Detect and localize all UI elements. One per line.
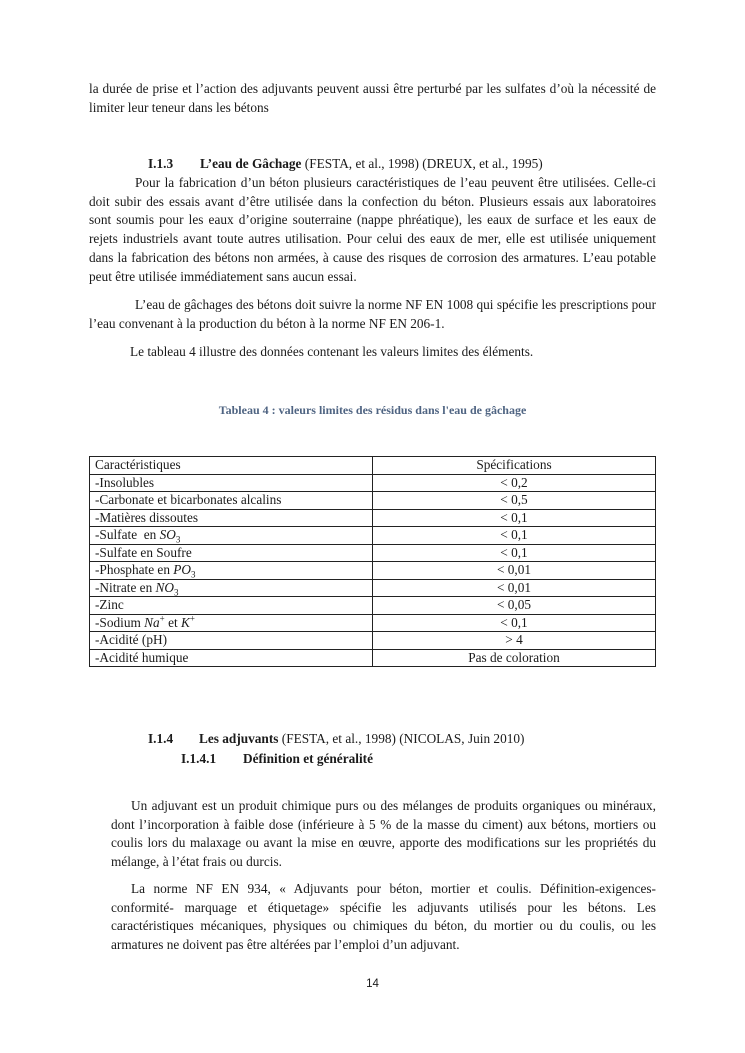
table-cell-label [90, 579, 373, 597]
table-row [90, 544, 656, 562]
subsection-heading-i-1-4-1 [181, 750, 373, 769]
formula-superscript: + [159, 613, 165, 624]
table-cell-value: < 0,1 [373, 614, 656, 632]
table-cell-label [90, 527, 373, 545]
formula-subscript: 3 [175, 534, 181, 545]
section-references: (FESTA, et al., 1998) (NICOLAS, Juin 2010) [278, 731, 525, 746]
paragraph-norm-nf-en-934: La norme NF EN 934, « Adjuvants pour béton, mortier et coulis. Définition-exigences-conformité- marquage et étiquetage» spécifie les adjuvants utilisés pour les bétons. Les caractéristiques mécaniques, physiques ou chimiques du béton, du mortier ou du coulis, ou les armatures ne doivent pas être altérées par l’emploi d’un adjuvant. [111, 881, 656, 953]
section-title: L’eau de Gâchage [200, 156, 302, 171]
table-cell-value: < 0,01 [373, 562, 656, 580]
table-cell-label [90, 614, 373, 632]
row-label-text: -Sulfate en [95, 527, 160, 542]
chemical-formula-potassium: K [181, 614, 190, 630]
table-cell-value: < 0,1 [373, 544, 656, 562]
table-cell-label [90, 562, 373, 580]
table-cell-value: < 0,2 [373, 474, 656, 492]
table-cell-value: < 0,05 [373, 597, 656, 615]
section-heading-i-1-3 [148, 155, 543, 174]
table-header-row [90, 457, 656, 475]
row-label-text: -Sodium [95, 614, 145, 630]
table-cell-label: -Acidité humique [90, 649, 373, 667]
chemical-formula: NO [155, 579, 175, 595]
table-cell-label: -Carbonate et bicarbonates alcalins [90, 492, 373, 510]
table-cell-label: -Sulfate en Soufre [90, 544, 373, 562]
section-number: I.1.4 [148, 731, 174, 746]
table-cell-label: -Matières dissoutes [90, 509, 373, 527]
formula-superscript: + [189, 613, 195, 624]
paragraph-table-intro: Le tableau 4 illustre des données contenant les valeurs limites des éléments. [130, 344, 534, 359]
table-row [90, 492, 656, 510]
intro-paragraph: la durée de prise et l’action des adjuvants peuvent aussi être perturbé par les sulfates d’où la nécessité de limiter leur teneur dans les bétons [89, 81, 656, 115]
chemical-formula: PO [173, 562, 192, 577]
chemical-formula: SO [159, 527, 176, 542]
formula-subscript: 3 [174, 587, 179, 598]
table-header-specifications: Spécifications [373, 457, 656, 475]
section-heading-i-1-4 [148, 730, 524, 749]
table-row [90, 649, 656, 667]
table-cell-value: < 0,1 [373, 527, 656, 545]
table-cell-label: -Insolubles [90, 474, 373, 492]
formula-subscript: 3 [191, 569, 196, 580]
section-title: Les adjuvants [199, 731, 279, 746]
table-row [90, 527, 656, 545]
table-cell-label: -Zinc [90, 597, 373, 615]
chemical-formula-sodium: Na [144, 614, 160, 630]
page-number: 14 [366, 978, 379, 990]
table-header-characteristics: Caractéristiques [90, 457, 373, 475]
table-cell-value: > 4 [373, 632, 656, 650]
table-caption: Tableau 4 : valeurs limites des résidus dans l'eau de gâchage [218, 403, 527, 417]
paragraph-water-characteristics: Pour la fabrication d’un béton plusieurs caractéristiques de l’eau peuvent être utilisées. Celle-ci doit subir des essais avant d’être utilisée dans la confection du béton. Plusieurs essais aux laboratoires sont soumis pour les eaux d’origine souterraine (nappe phréatique), les eaux de surface et les eaux de rejets industriels avant toute autres utilisation. Pour celui des eaux de mer, elle est utilisée uniquement dans la fabrication des bétons non armées, à cause des risques de corrosion des armatures. L’eau potable peut être utilisée immédiatement sans aucun essai. [89, 175, 656, 284]
table-row [90, 474, 656, 492]
row-label-text: -Phosphate en [95, 562, 174, 577]
section-references: (FESTA, et al., 1998) (DREUX, et al., 1995) [301, 156, 543, 171]
table-cell-value: Pas de coloration [373, 649, 656, 667]
table-cell-value: < 0,01 [373, 579, 656, 597]
paragraph-adjuvant-definition: Un adjuvant est un produit chimique purs ou des mélanges de produits organiques ou minéraux, dont l’incorporation à faible dose (inférieure à 5 % de la masse du ciment) aux bétons, mortiers ou coulis lors du malaxage ou avant la mise en œuvre, apporte des modifications sur les propriétés du mélange, à l’état frais ou durcis. [111, 798, 656, 870]
table-row [90, 509, 656, 527]
table-row [90, 579, 656, 597]
subsection-number: I.1.4.1 [181, 751, 217, 766]
table-cell-value: < 0,5 [373, 492, 656, 510]
table-row [90, 562, 656, 580]
paragraph-norm-nf-en-1008: L’eau de gâchages des bétons doit suivre la norme NF EN 1008 qui spécifie les prescriptions pour l’eau convenant à la production du béton à la norme NF EN 206-1. [89, 297, 656, 331]
table-cell-label: -Acidité (pH) [90, 632, 373, 650]
formula-joiner: et [164, 614, 181, 630]
table-row [90, 597, 656, 615]
limit-values-table [89, 456, 656, 667]
table-cell-value: < 0,1 [373, 509, 656, 527]
section-number: I.1.3 [148, 156, 174, 171]
table-row [90, 632, 656, 650]
subsection-title: Définition et généralité [243, 751, 373, 766]
table-row [90, 614, 656, 632]
row-label-text: -Nitrate en [95, 579, 156, 595]
